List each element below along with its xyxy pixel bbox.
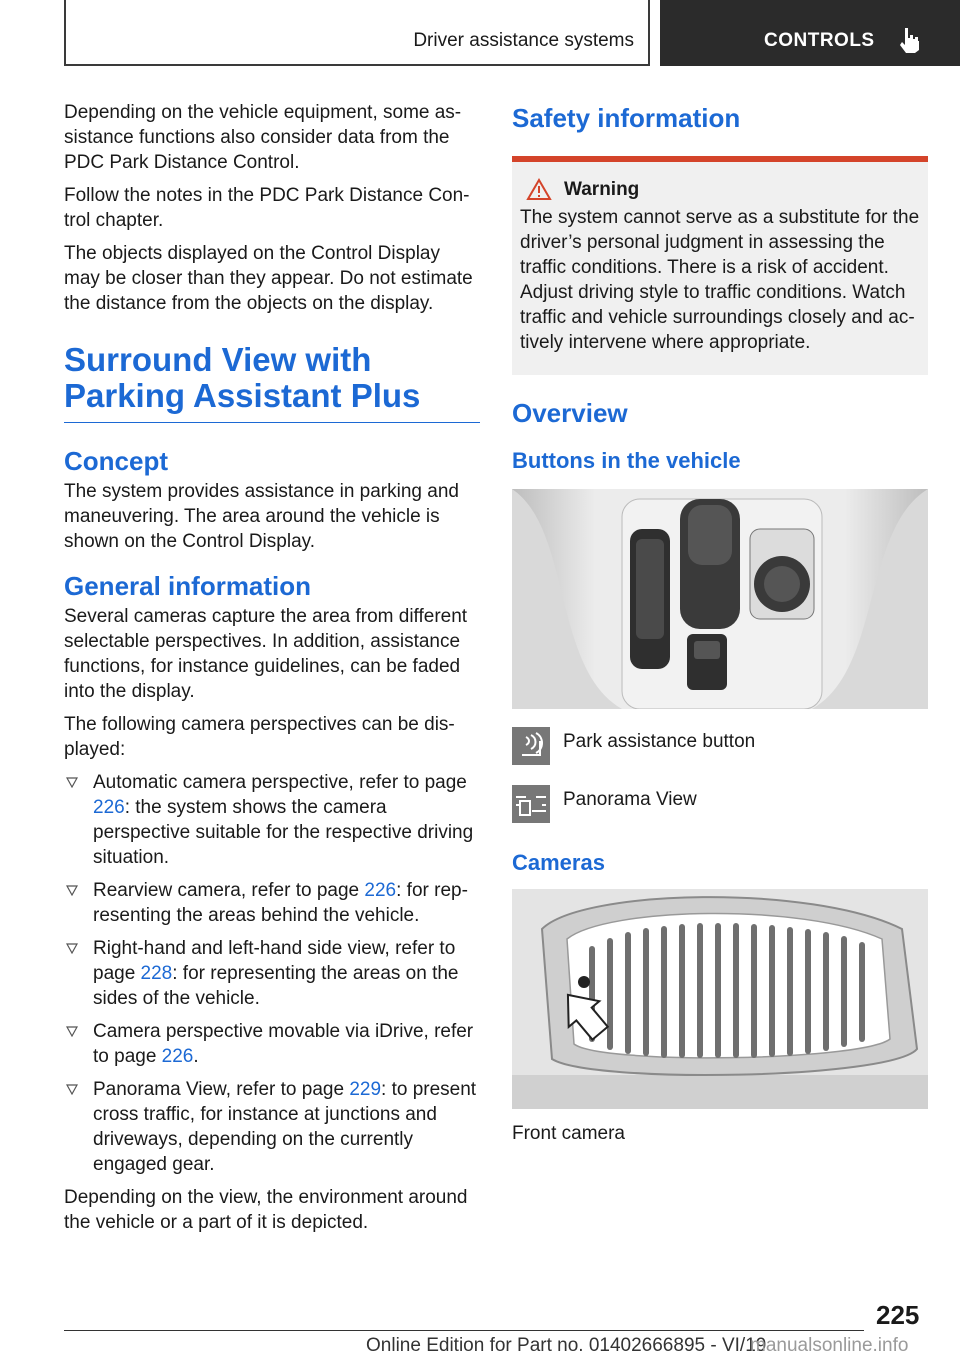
triangle-bullet-icon	[66, 942, 78, 954]
cameras-heading: Cameras	[512, 850, 605, 875]
header-section-title: Driver assistance systems	[413, 30, 634, 51]
watermark-brand: manualsonline.info	[750, 1335, 909, 1356]
warning-triangle-icon	[526, 178, 552, 201]
paragraph: Follow the notes in the PDC Park Distance Con-trol chapter.	[64, 185, 470, 231]
pointing-hand-icon	[896, 26, 922, 54]
triangle-bullet-icon	[66, 884, 78, 896]
center-console-photo	[512, 489, 928, 709]
list-item-text: : for rep-resenting the areas behind the vehicle.	[93, 880, 468, 926]
general-information-heading: General information	[64, 571, 312, 601]
header-section-box	[64, 0, 650, 66]
list-item-text: Rearview camera, refer to page	[93, 880, 365, 901]
list-item	[64, 1077, 480, 1177]
page-reference-link[interactable]: 226	[364, 880, 397, 901]
page-reference-link[interactable]: 226	[161, 1046, 194, 1067]
triangle-bullet-icon	[66, 1025, 78, 1037]
warning-text: The system cannot serve as a substitute for the driver’s personal judgment in assessing the traffic conditions. There is a risk of accident. Adjust driving style to traffic conditions. Watch traffic and vehicle surroundings closely and ac-tively intervene where appropriate.	[520, 207, 920, 353]
overview-heading: Overview	[512, 398, 628, 428]
list-item-text: : for representing the areas on the sides of the vehicle.	[93, 963, 459, 1009]
footer-divider	[64, 1330, 864, 1331]
warning-box	[512, 162, 928, 375]
header-chapter-box	[660, 0, 960, 66]
list-item	[64, 878, 480, 928]
list-item-text: Automatic camera perspective, refer to page	[93, 772, 467, 793]
right-column	[512, 100, 928, 1154]
triangle-bullet-icon	[66, 776, 78, 788]
page-reference-link[interactable]: 228	[140, 963, 173, 984]
concept-heading: Concept	[64, 446, 168, 476]
panorama-view-label: Panorama View	[563, 789, 697, 810]
list-item-text: Panorama View, refer to page	[93, 1079, 350, 1100]
panorama-view-row	[512, 785, 928, 823]
warning-header	[526, 178, 922, 201]
park-assistance-label: Park assistance button	[563, 731, 756, 752]
list-item	[64, 936, 480, 1011]
front-grille-photo	[512, 889, 928, 1109]
list-item	[64, 1019, 480, 1069]
closing-paragraph: Depending on the view, the environment around the vehicle or a part of it is depicted.	[64, 1187, 468, 1233]
list-item-text: : to present cross traffic, for instance at junctions and driveways, depending on the currently engaged gear.	[93, 1079, 477, 1175]
park-assistance-row	[512, 727, 928, 765]
park-assistance-icon	[512, 727, 550, 765]
list-item-text: .	[193, 1046, 199, 1067]
general-information-text: Several cameras capture the area from different selectable perspectives. In addition, assistance functions, for instance guidelines, can be faded into the display.	[64, 606, 468, 702]
list-item-text: Camera perspective movable via iDrive, refer to page	[93, 1021, 474, 1067]
panorama-view-icon	[512, 785, 550, 823]
list-item-text: Right-hand and left-hand side view, refer to page	[93, 938, 456, 984]
page-reference-link[interactable]: 229	[349, 1079, 382, 1100]
safety-information-heading: Safety information	[512, 103, 741, 133]
page-number: 225	[876, 1300, 920, 1330]
page-title: Surround View with Parking Assistant Plus	[64, 342, 480, 423]
list-item-text: : the system shows the camera perspective suitable for the respective driving situation.	[93, 797, 474, 868]
concept-text: The system provides assistance in parking and maneuvering. The area around the vehicle is shown on the Control Display.	[64, 481, 459, 552]
perspectives-intro: The following camera perspectives can be dis-played:	[64, 714, 455, 760]
edition-text: Online Edition for Part no. 01402666895 - VI/19	[366, 1335, 767, 1356]
page-reference-link[interactable]: 226	[93, 797, 125, 818]
triangle-bullet-icon	[66, 1083, 78, 1095]
front-camera-caption: Front camera	[512, 1123, 625, 1144]
warning-title: Warning	[564, 178, 640, 200]
header-chapter-title: CONTROLS	[764, 30, 875, 51]
buttons-heading: Buttons in the vehicle	[512, 448, 741, 473]
perspective-list	[64, 770, 480, 1177]
paragraph: Depending on the vehicle equipment, some as-sistance functions also consider data from the PDC Park Distance Control.	[64, 102, 462, 173]
left-column	[64, 100, 480, 1243]
paragraph: The objects displayed on the Control Display may be closer than they appear. Do not estimate the distance from the objects on the display.	[64, 243, 473, 314]
list-item	[64, 770, 480, 870]
